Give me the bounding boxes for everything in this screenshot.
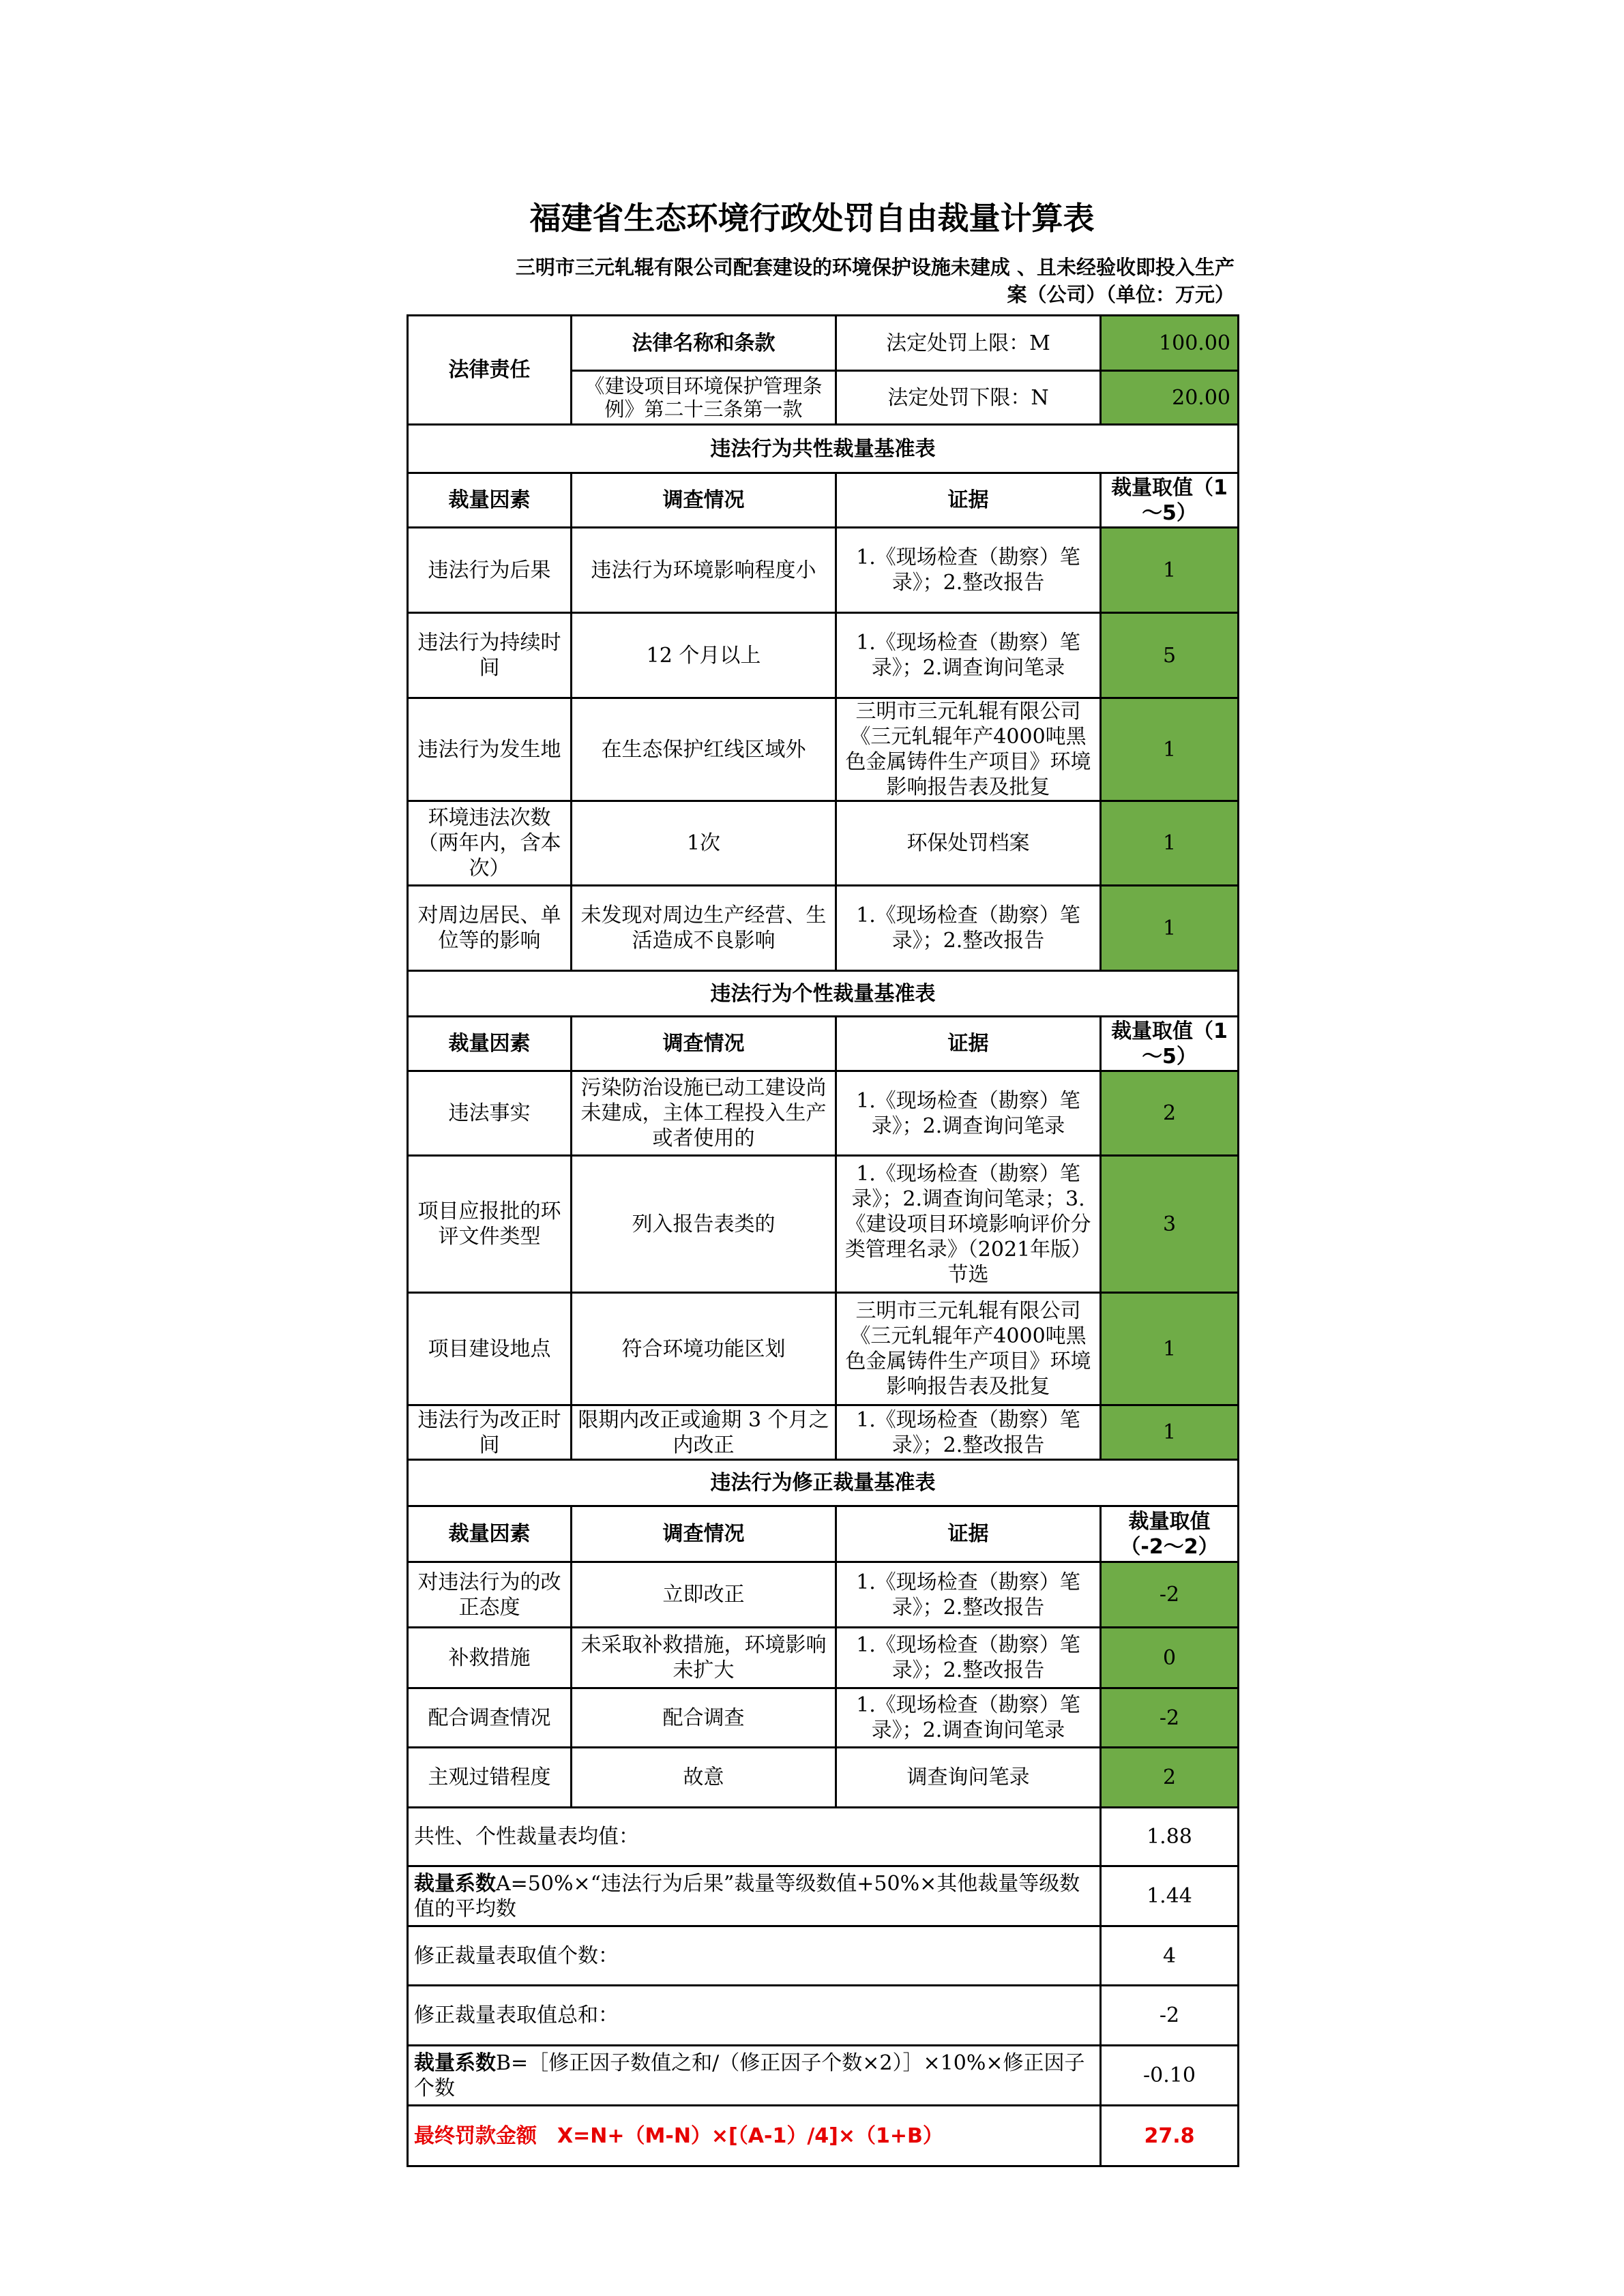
- coefficient-b-row-label: [408, 2046, 1101, 2106]
- evidence-cell: 1.《现场检查（勘察）笔录》；2.调查询问笔录: [836, 1688, 1101, 1748]
- evidence-cell: 环保处罚档案: [836, 801, 1101, 886]
- value-cell: 0: [1101, 1628, 1239, 1688]
- average-row-text: 共性、个性裁量表均值：: [414, 1825, 639, 1849]
- value-cell: 5: [1101, 613, 1239, 698]
- evidence-header: 证据: [836, 1017, 1101, 1071]
- correction-row: [408, 1748, 1239, 1808]
- case-subtitle: [409, 254, 1235, 308]
- factor-cell: 违法行为持续时间: [408, 613, 572, 698]
- factor-cell: 违法行为发生地: [408, 698, 572, 801]
- investigation-cell: 污染防治设施已动工建设尚未建成，主体工程投入生产或者使用的: [572, 1071, 836, 1156]
- correction-sum-row-label: [408, 1986, 1101, 2046]
- factor-cell: 对周边居民、单位等的影响: [408, 886, 572, 971]
- subtitle-line-2: 案（公司）（单位：万元）: [1007, 283, 1235, 306]
- legal-row-1: [408, 316, 1239, 371]
- investigation-cell: 配合调查: [572, 1688, 836, 1748]
- investigation-cell: 故意: [572, 1748, 836, 1808]
- value-cell: 1: [1101, 1405, 1239, 1460]
- lower-limit-label: 法定处罚下限：N: [836, 371, 1101, 425]
- correction-sum-row: [408, 1986, 1239, 2046]
- evidence-cell: 1.《现场检查（勘察）笔录》；2.整改报告: [836, 1562, 1101, 1628]
- law-name-header: 法律名称和条款: [572, 316, 836, 371]
- common-row: [408, 886, 1239, 971]
- investigation-cell: 未采取补救措施，环境影响未扩大: [572, 1628, 836, 1688]
- calculation-table: [407, 314, 1239, 2167]
- average-row-label: [408, 1808, 1101, 1866]
- value-cell: 1: [1101, 698, 1239, 801]
- correction-sum-row-value: -2: [1101, 1986, 1239, 2046]
- individual-header-row: [408, 1017, 1239, 1071]
- evidence-header: 证据: [836, 473, 1101, 528]
- average-row-value: 1.88: [1101, 1808, 1239, 1866]
- evidence-cell: 1.《现场检查（勘察）笔录》；2.整改报告: [836, 1405, 1101, 1460]
- correction-count-row-label: [408, 1926, 1101, 1986]
- value-header: 裁量取值（-2～2）: [1101, 1506, 1239, 1562]
- subtitle-line-1: 三明市三元轧辊有限公司配套建设的环境保护设施未建成 、且未经验收即投入生产: [515, 256, 1235, 279]
- evidence-header: 证据: [836, 1506, 1101, 1562]
- evidence-cell: 1.《现场检查（勘察）笔录》；2.调查询问笔录: [836, 613, 1101, 698]
- individual-row: [408, 1071, 1239, 1156]
- evidence-cell: 1.《现场检查（勘察）笔录》；2.调查询问笔录: [836, 1071, 1101, 1156]
- individual-title-row: [408, 971, 1239, 1017]
- legal-label: 法律责任: [408, 316, 572, 425]
- value-cell: 1: [1101, 528, 1239, 613]
- common-row: [408, 613, 1239, 698]
- final-amount-row-value: 27.8: [1101, 2106, 1239, 2166]
- individual-row: [408, 1156, 1239, 1293]
- evidence-cell: 1.《现场检查（勘察）笔录》；2.调查询问笔录；3.《建设项目环境影响评价分类管理名录》（2021年版）节选: [836, 1156, 1101, 1293]
- law-clause-text: 《建设项目环境保护管理条例》第二十三条第一款: [572, 371, 836, 425]
- factor-cell: 补救措施: [408, 1628, 572, 1688]
- factor-cell: 主观过错程度: [408, 1748, 572, 1808]
- investigation-cell: 12 个月以上: [572, 613, 836, 698]
- coefficient-b-row-text: B=［修正因子数值之和/（修正因子个数×2）］×10%×修正因子个数: [414, 2051, 1085, 2100]
- coefficient-term: 裁量系数: [414, 2051, 496, 2075]
- value-cell: 2: [1101, 1748, 1239, 1808]
- investigation-header: 调查情况: [572, 1506, 836, 1562]
- common-row: [408, 801, 1239, 886]
- value-cell: -2: [1101, 1562, 1239, 1628]
- investigation-cell: 1次: [572, 801, 836, 886]
- investigation-header: 调查情况: [572, 1017, 836, 1071]
- investigation-cell: 符合环境功能区划: [572, 1293, 836, 1405]
- coefficient-a-row-label: [408, 1866, 1101, 1926]
- evidence-cell: 三明市三元轧辊有限公司《三元轧辊年产4000吨黑色金属铸件生产项目》环境影响报告表及批复: [836, 1293, 1101, 1405]
- investigation-cell: 未发现对周边生产经营、生活造成不良影响: [572, 886, 836, 971]
- correction-count-row-text: 修正裁量表取值个数：: [414, 1943, 619, 1968]
- evidence-cell: 1.《现场检查（勘察）笔录》；2.整改报告: [836, 528, 1101, 613]
- factor-header: 裁量因素: [408, 473, 572, 528]
- coefficient-a-row-value: 1.44: [1101, 1866, 1239, 1926]
- evidence-cell: 调查询问笔录: [836, 1748, 1101, 1808]
- final-amount-row-label: [408, 2106, 1101, 2166]
- lower-limit-value: 20.00: [1101, 371, 1239, 425]
- correction-row: [408, 1688, 1239, 1748]
- value-cell: 2: [1101, 1071, 1239, 1156]
- common-header-row: [408, 473, 1239, 528]
- investigation-header: 调查情况: [572, 473, 836, 528]
- value-cell: 1: [1101, 801, 1239, 886]
- value-cell: -2: [1101, 1688, 1239, 1748]
- factor-header: 裁量因素: [408, 1506, 572, 1562]
- coefficient-b-row-value: -0.10: [1101, 2046, 1239, 2106]
- coefficient-b-row: [408, 2046, 1239, 2106]
- factor-header: 裁量因素: [408, 1017, 572, 1071]
- common-section-title: 违法行为共性裁量基准表: [408, 425, 1239, 473]
- value-cell: 1: [1101, 1293, 1239, 1405]
- correction-row: [408, 1562, 1239, 1628]
- evidence-cell: 1.《现场检查（勘察）笔录》；2.整改报告: [836, 886, 1101, 971]
- investigation-cell: 违法行为环境影响程度小: [572, 528, 836, 613]
- investigation-cell: 在生态保护红线区域外: [572, 698, 836, 801]
- individual-row: [408, 1293, 1239, 1405]
- common-title-row: [408, 425, 1239, 473]
- factor-cell: 违法行为后果: [408, 528, 572, 613]
- individual-section-title: 违法行为个性裁量基准表: [408, 971, 1239, 1017]
- value-header: 裁量取值（1～5）: [1101, 473, 1239, 528]
- upper-limit-label: 法定处罚上限：M: [836, 316, 1101, 371]
- factor-cell: 项目建设地点: [408, 1293, 572, 1405]
- factor-cell: 对违法行为的改正态度: [408, 1562, 572, 1628]
- factor-cell: 配合调查情况: [408, 1688, 572, 1748]
- investigation-cell: 限期内改正或逾期 3 个月之内改正: [572, 1405, 836, 1460]
- common-row: [408, 528, 1239, 613]
- value-header: 裁量取值（1～5）: [1101, 1017, 1239, 1071]
- value-cell: 3: [1101, 1156, 1239, 1293]
- investigation-cell: 立即改正: [572, 1562, 836, 1628]
- coefficient-term: 裁量系数: [414, 1871, 496, 1896]
- upper-limit-value: 100.00: [1101, 316, 1239, 371]
- factor-cell: 违法事实: [408, 1071, 572, 1156]
- correction-header-row: [408, 1506, 1239, 1562]
- correction-title-row: [408, 1460, 1239, 1506]
- correction-sum-row-text: 修正裁量表取值总和：: [414, 2003, 619, 2027]
- correction-row: [408, 1628, 1239, 1688]
- page-title: 福建省生态环境行政处罚自由裁量计算表: [529, 200, 1095, 237]
- factor-cell: 环境违法次数（两年内，含本次）: [408, 801, 572, 886]
- individual-row: [408, 1405, 1239, 1460]
- common-row: [408, 698, 1239, 801]
- correction-section-title: 违法行为修正裁量基准表: [408, 1460, 1239, 1506]
- evidence-cell: 三明市三元轧辊有限公司《三元轧辊年产4000吨黑色金属铸件生产项目》环境影响报告表及批复: [836, 698, 1101, 801]
- correction-count-row-value: 4: [1101, 1926, 1239, 1986]
- investigation-cell: 列入报告表类的: [572, 1156, 836, 1293]
- correction-count-row: [408, 1926, 1239, 1986]
- final-amount-row-text: 最终罚款金额 X=N+（M-N）×[（A-1）/4]×（1+B）: [414, 2123, 943, 2148]
- final-amount-row: [408, 2106, 1239, 2166]
- coefficient-a-row: [408, 1866, 1239, 1926]
- factor-cell: 违法行为改正时间: [408, 1405, 572, 1460]
- coefficient-a-row-text: A=50%×“违法行为后果”裁量等级数值+50%×其他裁量等级数值的平均数: [414, 1871, 1080, 1921]
- factor-cell: 项目应报批的环评文件类型: [408, 1156, 572, 1293]
- average-row: [408, 1808, 1239, 1866]
- value-cell: 1: [1101, 886, 1239, 971]
- evidence-cell: 1.《现场检查（勘察）笔录》；2.整改报告: [836, 1628, 1101, 1688]
